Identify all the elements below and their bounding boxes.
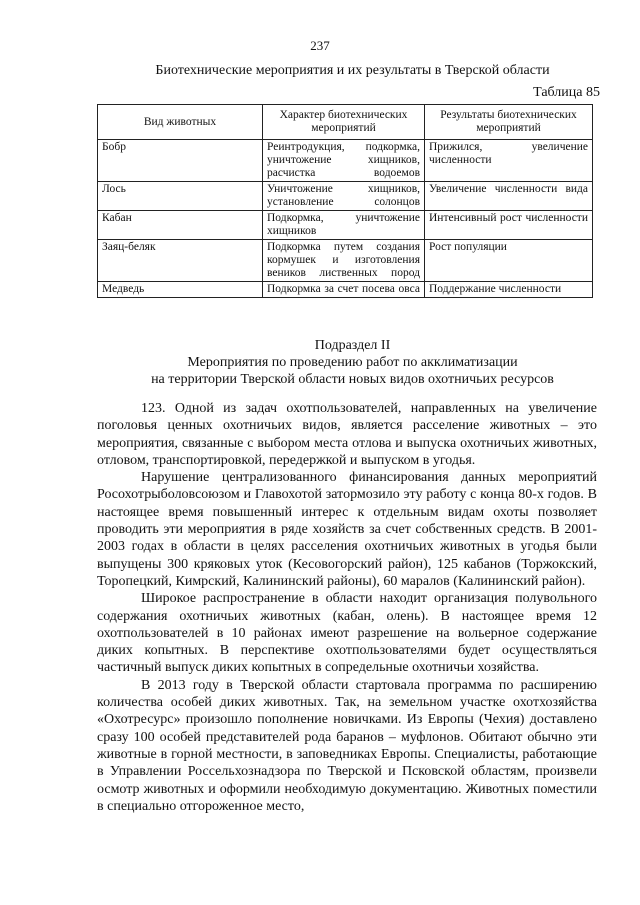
paragraph: В 2013 году в Тверской области стартовала программа по расширению количества особей диких животных. Так, на земельном участке охотхозяйства «Охотресурс» произошло пополнение новичками. Из Европы (Чехия) доставлено сразу 100 особей представителей рода баранов – муфлонов. Обитают обычно эти животные в горной местности, в заповедниках Европы. Специалисты, работающие в Управлении Россельхознадзора по Тверской и Псковской областям, произвели осмотр животных и оформили необходимую документацию. Животных поместили в специально отгороженное место, [97,677,597,814]
page-number: 237 [310,38,330,53]
cell-results: Увеличение численности вида [425,182,593,211]
cell-species: Кабан [98,211,263,240]
table-row [98,282,593,298]
cell-measures: Подкормка за счет посева овса [263,282,425,298]
cell-results: Рост популяции [425,240,593,282]
biotech-table-container [97,104,592,298]
section-title: Подраздел II [314,338,391,353]
table-row [98,240,593,282]
table-row [98,182,593,211]
table-row [98,140,593,182]
section-subtitle-line2: на территории Тверской области новых видов охотничьих ресурсов [151,372,554,387]
section-subtitle-line1: Мероприятия по проведению работ по акклиматизации [187,355,518,370]
cell-measures: Подкормка путем создания кормушек и изготовления веников лиственных пород [263,240,425,282]
cell-results: Интенсивный рост численности [425,211,593,240]
cell-measures: Реинтродукция, подкормка, уничтожение хищников, расчистка водоемов [263,140,425,182]
paragraph: 123. Одной из задач охотпользователей, направленных на увеличение поголовья ценных охотничьих видов, является расселение животных – это мероприятия, связанные с выбором места отлова и выпуска охотничьих животных, отловом, транспортировкой, передержкой и выпуском в угодья. [97,401,597,468]
cell-measures: Подкормка, уничтожение хищников [263,211,425,240]
cell-measures: Уничтожение хищников, установление солонцов [263,182,425,211]
header-species: Вид животных [98,105,263,140]
table-row [98,211,593,240]
cell-results: Поддержание численности [425,282,593,298]
table-header-row [98,105,593,140]
cell-species: Бобр [98,140,263,182]
biotech-table [97,104,593,298]
body-text [97,400,597,815]
header-measures: Характер биотехнических мероприятий [263,105,425,140]
cell-species: Медведь [98,282,263,298]
cell-species: Лось [98,182,263,211]
paragraph: Нарушение централизованного финансирования данных мероприятий Росохотрыболовсоюзом и Главохотой затормозило эту работу с конца 80-х годов. В настоящее время повышенный интерес к отдельным видам охоты позволяет проводить эти мероприятия в ряде хозяйств за счет собственных средств. В 2001-2003 годах в области в целях расселения охотничьих животных в угодья были выпущены 300 кряковых уток (Кесовогорский район), 125 кабанов (Торжокский, Торопецкий, Кимрский, Калининский районы), 60 маралов (Калининский район). [97,470,597,589]
table-title: Биотехнические мероприятия и их результаты в Тверской области [155,63,550,78]
table-label: Таблица 85 [533,85,600,100]
cell-species: Заяц-беляк [98,240,263,282]
cell-results: Прижился, увеличение численности [425,140,593,182]
paragraph: Широкое распространение в области находит организация полувольного содержания охотничьих животных (кабан, олень). В настоящее время 12 охотпользователей в 10 районах имеют разрешение на вольерное содержание диких копытных. В перспективе охотпользователями будет осуществляться частичный выпуск диких копытных в сопредельные охотничьи хозяйства. [97,591,597,676]
header-results: Результаты биотехнических мероприятий [425,105,593,140]
